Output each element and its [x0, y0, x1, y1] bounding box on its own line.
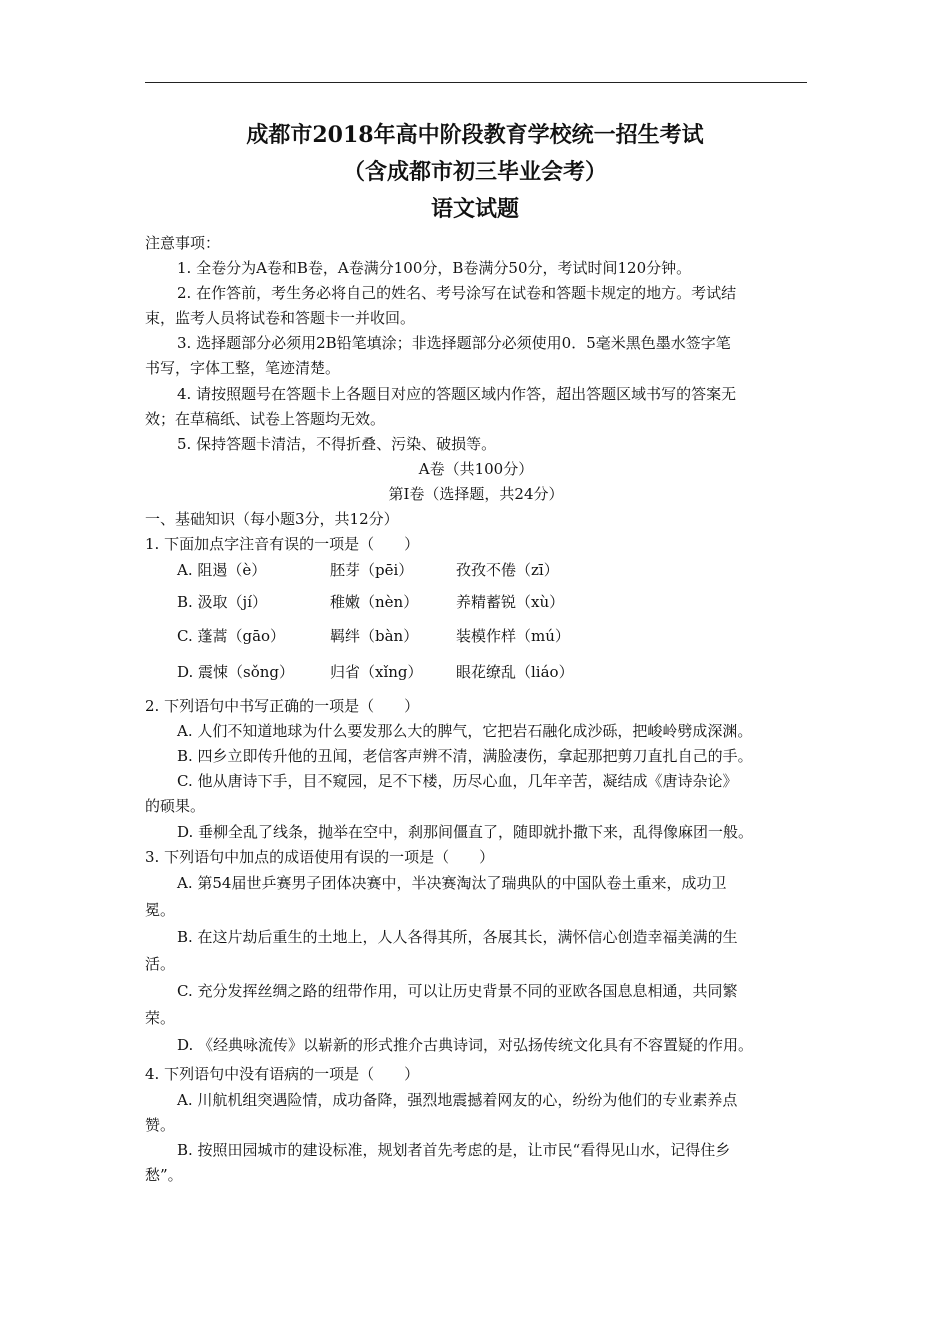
subject-title: 语文试题 [430, 196, 519, 222]
q1-option-b-2: 稚嫩（nèn） [330, 593, 419, 611]
q1-option-c-1: C. 蓬蒿（gāo） [177, 627, 286, 645]
q1-option-a-2: 胚芽（pēi） [330, 561, 414, 579]
question-4-stem: 4. 下列语句中没有语病的一项是（ ） [145, 1065, 420, 1083]
notice-item-3: 3. 选择题部分必须用2B铅笔填涂；非选择题部分必须使用0．5毫米黑色墨水签字笔 [177, 334, 731, 352]
q1-option-c-3: 装模作样（mú） [456, 627, 570, 645]
q4-option-b-cont: 愁”。 [145, 1166, 183, 1184]
question-3-stem: 3. 下列语句中加点的成语使用有误的一项是（ ） [145, 848, 495, 866]
paper-a-heading: A卷（共100分） [418, 460, 534, 478]
q4-option-a-cont: 赞。 [145, 1116, 176, 1134]
q1-option-c-2: 羁绊（bàn） [330, 627, 419, 645]
exam-subtitle: （含成都市初三毕业会考） [342, 159, 607, 185]
q1-option-a-3: 孜孜不倦（zī） [456, 561, 559, 579]
q1-option-b-3: 养精蓄锐（xù） [456, 593, 565, 611]
notice-item-4: 4. 请按照题号在答题卡上各题目对应的答题区域内作答，超出答题区域书写的答案无 [177, 385, 737, 403]
notice-item-5: 5. 保持答题卡清洁，不得折叠、污染、破损等。 [177, 435, 497, 453]
q3-option-d: D. 《经典咏流传》以崭新的形式推介古典诗词，对弘扬传统文化具有不容置疑的作用。 [177, 1036, 754, 1054]
q1-option-b-1: B. 汲取（jí） [177, 593, 268, 611]
q1-option-d-2: 归省（xǐng） [330, 663, 423, 681]
q2-option-d: D. 垂柳全乱了线条，抛举在空中，刹那间僵直了，随即就扑撒下来，乱得像麻团一般。 [177, 823, 754, 841]
question-1-stem: 1. 下面加点字注音有误的一项是（ ） [145, 535, 420, 553]
q3-option-c-cont: 荣。 [145, 1009, 176, 1027]
q1-option-d-1: D. 震悚（sǒng） [177, 663, 295, 681]
top-rule [145, 82, 807, 83]
q2-option-c-cont: 的硕果。 [145, 797, 206, 815]
q1-option-a-1: A. 阻遏（è） [177, 561, 267, 579]
notice-item-2-cont: 束，监考人员将试卷和答题卡一并收回。 [145, 309, 416, 327]
q2-option-a: A. 人们不知道地球为什么要发那么大的脾气，它把岩石融化成沙砾，把峻岭劈成深渊。 [177, 722, 753, 740]
notice-item-4-cont: 效；在草稿纸、试卷上答题均无效。 [145, 410, 386, 428]
notice-item-1: 1. 全卷分为A卷和B卷，A卷满分100分，B卷满分50分，考试时间120分钟。 [177, 259, 692, 277]
q4-option-a: A. 川航机组突遇险情，成功备降，强烈地震撼着网友的心，纷纷为他们的专业素养点 [177, 1091, 738, 1109]
section-basics-heading: 一、基础知识（每小题3分，共12分） [145, 510, 399, 528]
notice-item-2: 2. 在作答前，考生务必将自己的姓名、考号涂写在试卷和答题卡规定的地方。考试结 [177, 284, 737, 302]
q3-option-a-cont: 冕。 [145, 901, 176, 919]
q3-option-b-cont: 活。 [145, 955, 176, 973]
q3-option-a: A. 第54届世乒赛男子团体决赛中，半决赛淘汰了瑞典队的中国队卷土重来，成功卫 [177, 874, 727, 892]
notice-item-3-cont: 书写，字体工整，笔迹清楚。 [145, 359, 341, 377]
q2-option-c: C. 他从唐诗下手，目不窥园，足不下楼，历尽心血，几年辛苦，凝结成《唐诗杂论》 [177, 772, 738, 790]
question-2-stem: 2. 下列语句中书写正确的一项是（ ） [145, 697, 420, 715]
q4-option-b: B. 按照田园城市的建设标准，规划者首先考虑的是，让市民“看得见山水，记得住乡 [177, 1141, 731, 1159]
q1-option-d-3: 眼花缭乱（liáo） [456, 663, 574, 681]
q2-option-b: B. 四乡立即传升他的丑闻，老信客声辨不清，满脸凄伤，拿起那把剪刀直扎自己的手。 [177, 747, 753, 765]
part-1-heading: 第Ⅰ卷（选择题，共24分） [388, 485, 564, 503]
q3-option-c: C. 充分发挥丝绸之路的纽带作用，可以让历史背景不同的亚欧各国息息相通，共同繁 [177, 982, 738, 1000]
notice-heading: 注意事项： [145, 234, 221, 252]
exam-title: 成都市2018年高中阶段教育学校统一招生考试 [246, 122, 704, 148]
q3-option-b: B. 在这片劫后重生的土地上，人人各得其所，各展其长，满怀信心创造幸福美满的生 [177, 928, 738, 946]
